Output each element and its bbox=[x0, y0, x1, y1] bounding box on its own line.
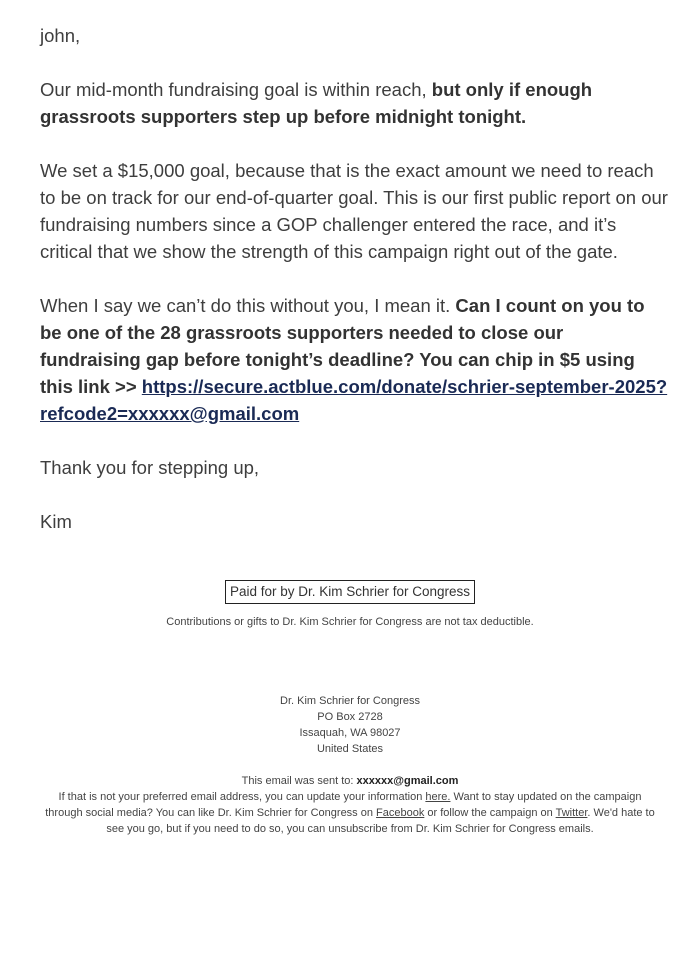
closing: Thank you for stepping up, bbox=[40, 457, 260, 478]
paragraph-goal bbox=[40, 76, 668, 130]
address-country: United States bbox=[316, 743, 384, 755]
paragraph-goal-bold: but only if enough grassroots supporters step up before midnight tonight. bbox=[40, 79, 593, 127]
signature: Kim bbox=[40, 511, 72, 532]
paragraph-goal-text: Our mid-month fundraising goal is within reach, bbox=[40, 79, 432, 100]
sent-to-line bbox=[0, 773, 700, 789]
twitter-link[interactable]: Twitter bbox=[555, 807, 588, 819]
sent-to-label: This email was sent to: bbox=[241, 775, 357, 787]
notice-text-2: Want to stay updated on the campaign through social media? You can like Dr. Kim Schrier for Congress on bbox=[45, 791, 642, 819]
notice-text-3: or follow the campaign on bbox=[424, 807, 556, 819]
sent-to-email: xxxxxx@gmail.com bbox=[356, 775, 459, 787]
paragraph-ask-bold: Can I count on you to be one of the 28 grassroots supporters needed to close our fundraising gap before tonight’s deadline? You can chip in $5 using this link >> bbox=[40, 295, 645, 397]
email-body bbox=[40, 22, 668, 562]
greeting: john, bbox=[40, 25, 81, 46]
facebook-link[interactable]: Facebook bbox=[376, 807, 425, 819]
paid-for-box: Paid for by Dr. Kim Schrier for Congress bbox=[225, 580, 475, 604]
tax-disclaimer: Contributions or gifts to Dr. Kim Schrier for Congress are not tax deductible. bbox=[166, 616, 534, 628]
address-city: Issaquah, WA 98027 bbox=[299, 727, 401, 739]
update-info-link[interactable]: here. bbox=[425, 791, 451, 803]
donate-link[interactable]: https://secure.actblue.com/donate/schrier-september-2025?refcode2=xxxxxx@gmail.com bbox=[40, 376, 668, 424]
paragraph-ask bbox=[40, 292, 668, 427]
paragraph-details: We set a $15,000 goal, because that is the exact amount we need to reach to be on track for our end-of-quarter goal. This is our first public report on our fundraising numbers since a GOP challenger entered the race, and it’s critical that we show the strength of this campaign right out of the gate. bbox=[40, 160, 668, 262]
paid-for-section bbox=[0, 580, 700, 604]
mailing-address bbox=[0, 693, 700, 757]
address-org: Dr. Kim Schrier for Congress bbox=[280, 695, 420, 707]
footer-notice bbox=[40, 789, 660, 837]
paragraph-ask-text: When I say we can’t do this without you, I mean it. bbox=[40, 295, 456, 316]
notice-text-1: If that is not your preferred email address, you can update your information bbox=[58, 791, 426, 803]
notice-text-4: . We'd hate to see you go, but if you need to do so, you can unsubscribe from Dr. Kim Schrier for Congress emails. bbox=[106, 807, 655, 835]
address-po-box: PO Box 2728 bbox=[317, 711, 383, 723]
